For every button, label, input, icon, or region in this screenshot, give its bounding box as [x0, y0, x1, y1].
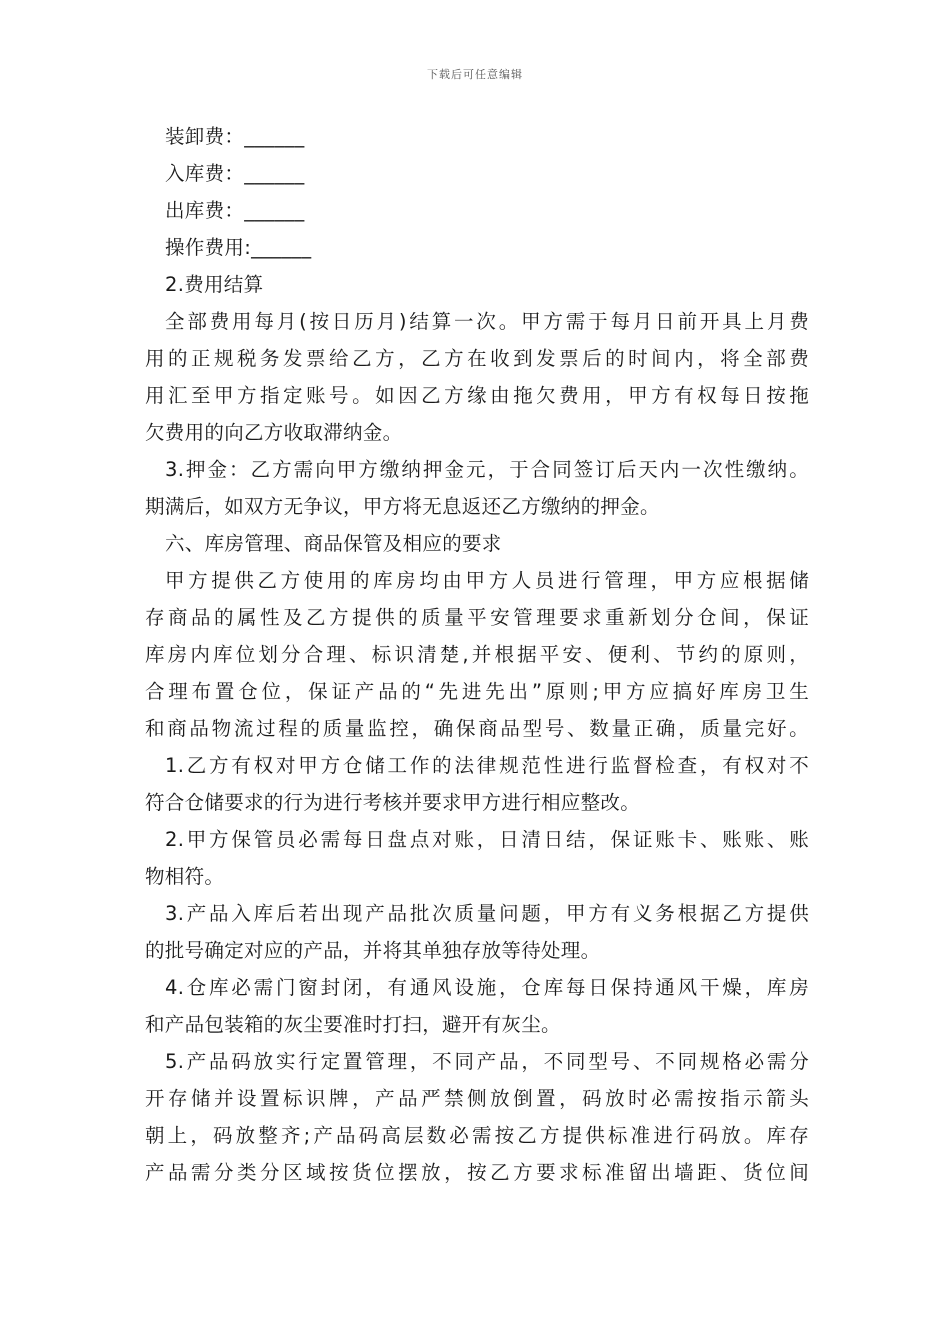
paragraph-line: 朝上，码放整齐;产品码高层数必需按乙方提供标准进行码放。库存 [145, 1124, 809, 1147]
paragraph-line: 开存储并设置标识牌，产品严禁侧放倒置，码放时必需按指示箭头 [145, 1087, 809, 1110]
section-heading: 2.费用结算 [165, 273, 264, 296]
fee-label: 出库费： [165, 199, 245, 222]
document-body [145, 118, 809, 1191]
fee-line-outbound [145, 192, 809, 229]
fee-line-operation [145, 229, 809, 266]
fee-blank: ______ [244, 162, 305, 185]
paragraph-line: 欠费用的向乙方收取滞纳金。 [145, 421, 403, 444]
fee-label: 入库费： [165, 162, 245, 185]
fee-blank: ______ [244, 125, 305, 148]
paragraph-line: 存商品的属性及乙方提供的质量平安管理要求重新划分仓间，保证 [145, 606, 809, 629]
paragraph-line: 1.乙方有权对甲方仓储工作的法律规范性进行监督检查，有权对不 [165, 754, 809, 777]
paragraph-line: 产品需分类分区域按货位摆放，按乙方要求标准留出墙距、货位间 [145, 1161, 809, 1184]
paragraph-line: 物相符。 [145, 865, 225, 888]
paragraph-line: 和商品物流过程的质量监控，确保商品型号、数量正确，质量完好。 [145, 717, 809, 740]
fee-label: 装卸费： [165, 125, 245, 148]
paragraph-line: 库房内库位划分合理、标识清楚,并根据平安、便利、节约的原则， [145, 643, 809, 666]
paragraph-line: 的批号确定对应的产品，并将其单独存放等待处理。 [145, 939, 601, 962]
fee-line-inbound [145, 155, 809, 192]
section-heading: 六、库房管理、商品保管及相应的要求 [165, 532, 502, 555]
paragraph-line: 4.仓库必需门窗封闭，有通风设施，仓库每日保持通风干燥，库房 [165, 976, 809, 999]
paragraph-line: 和产品包装箱的灰尘要准时打扫，避开有灰尘。 [145, 1013, 561, 1036]
fee-blank: ______ [251, 236, 312, 259]
paragraph-line: 期满后，如双方无争议，甲方将无息返还乙方缴纳的押金。 [145, 495, 660, 518]
paragraph-line: 合理布置仓位，保证产品的“先进先出”原则;甲方应搞好库房卫生 [145, 680, 809, 703]
fee-label: 操作费用: [165, 236, 252, 259]
fee-line-loading [145, 118, 809, 155]
page-header: 下载后可任意编辑 [427, 68, 523, 81]
paragraph-line: 甲方提供乙方使用的库房均由甲方人员进行管理，甲方应根据储 [165, 569, 809, 592]
paragraph-line: 2.甲方保管员必需每日盘点对账，日清日结，保证账卡、账账、账 [165, 828, 809, 851]
paragraph-line: 5.产品码放实行定置管理，不同产品，不同型号、不同规格必需分 [165, 1050, 809, 1073]
paragraph-line: 用的正规税务发票给乙方，乙方在收到发票后的时间内，将全部费 [145, 347, 809, 370]
paragraph-line: 全部费用每月(按日历月)结算一次。甲方需于每月日前开具上月费 [165, 310, 809, 333]
paragraph-line: 符合仓储要求的行为进行考核并要求甲方进行相应整改。 [145, 791, 641, 814]
paragraph-line: 3.产品入库后若出现产品批次质量问题，甲方有义务根据乙方提供 [165, 902, 809, 925]
paragraph-line: 3.押金：乙方需向甲方缴纳押金元，于合同签订后天内一次性缴纳。 [165, 458, 809, 481]
fee-blank: ______ [244, 199, 305, 222]
paragraph-line: 用汇至甲方指定账号。如因乙方缘由拖欠费用，甲方有权每日按拖 [145, 384, 809, 407]
